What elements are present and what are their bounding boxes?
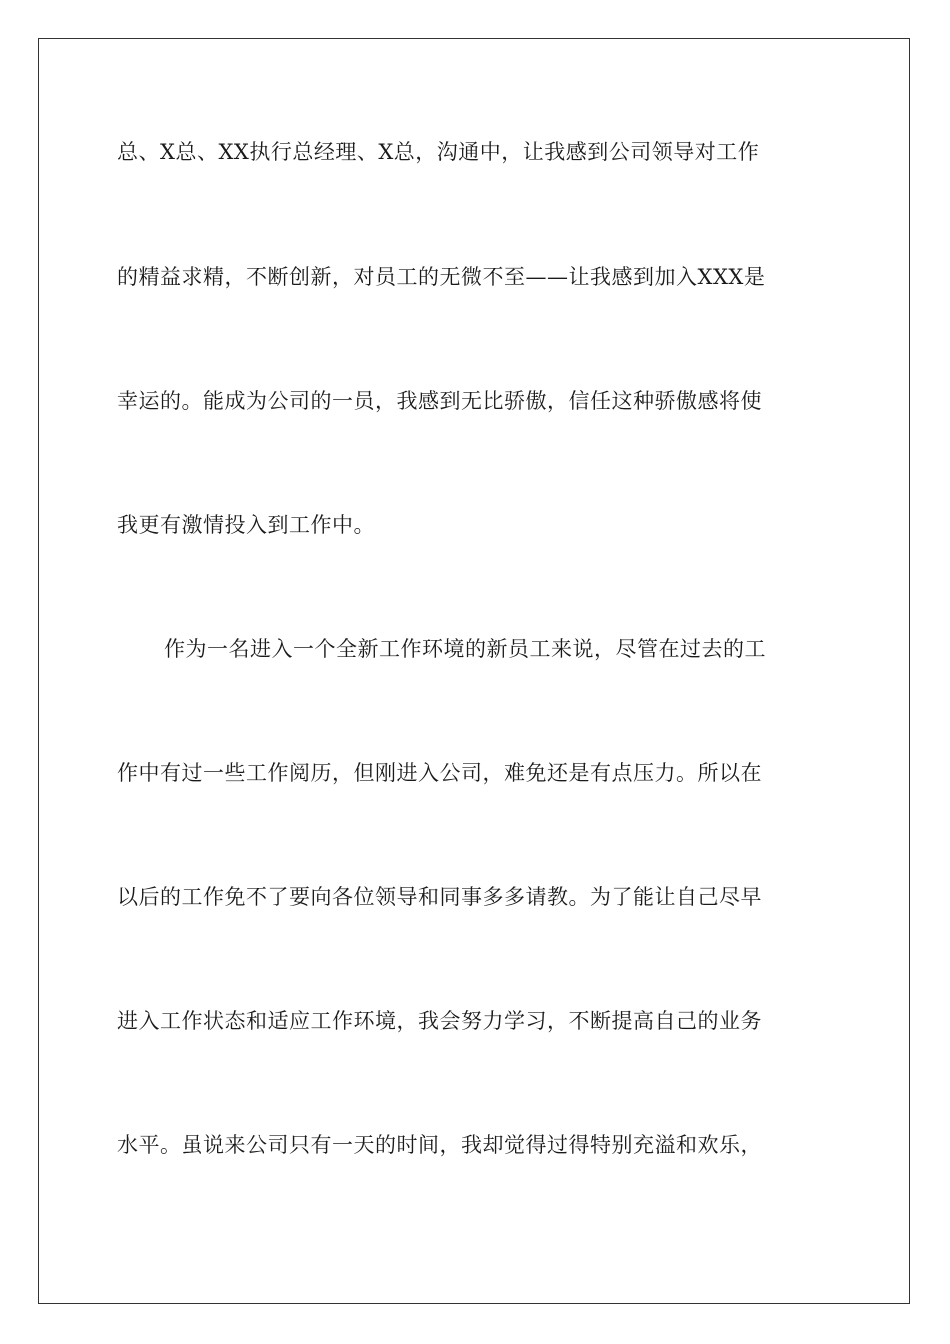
- paragraph-line: 水平。虽说来公司只有一天的时间，我却觉得过得特别充溢和欢乐，: [117, 1133, 762, 1157]
- paragraph-line: 作中有过一些工作阅历，但刚进入公司，难免还是有点压力。所以在: [117, 761, 762, 785]
- paragraph-line: 幸运的。能成为公司的一员，我感到无比骄傲，信任这种骄傲感将使: [117, 389, 762, 413]
- paragraph-line: 进入工作状态和适应工作环境，我会努力学习，不断提高自己的业务: [117, 1009, 762, 1033]
- paragraph-line: 以后的工作免不了要向各位领导和同事多多请教。为了能让自己尽早: [117, 885, 762, 909]
- paragraph-line: 我更有激情投入到工作中。: [117, 513, 375, 537]
- page-border: [38, 38, 910, 1304]
- paragraph-line: 的精益求精，不断创新，对员工的无微不至——让我感到加入XXX是: [117, 265, 766, 289]
- paragraph-line: 总、X总、XX执行总经理、X总，沟通中，让我感到公司领导对工作: [117, 140, 760, 164]
- paragraph-first-line: 作为一名进入一个全新工作环境的新员工来说，尽管在过去的工: [164, 637, 766, 661]
